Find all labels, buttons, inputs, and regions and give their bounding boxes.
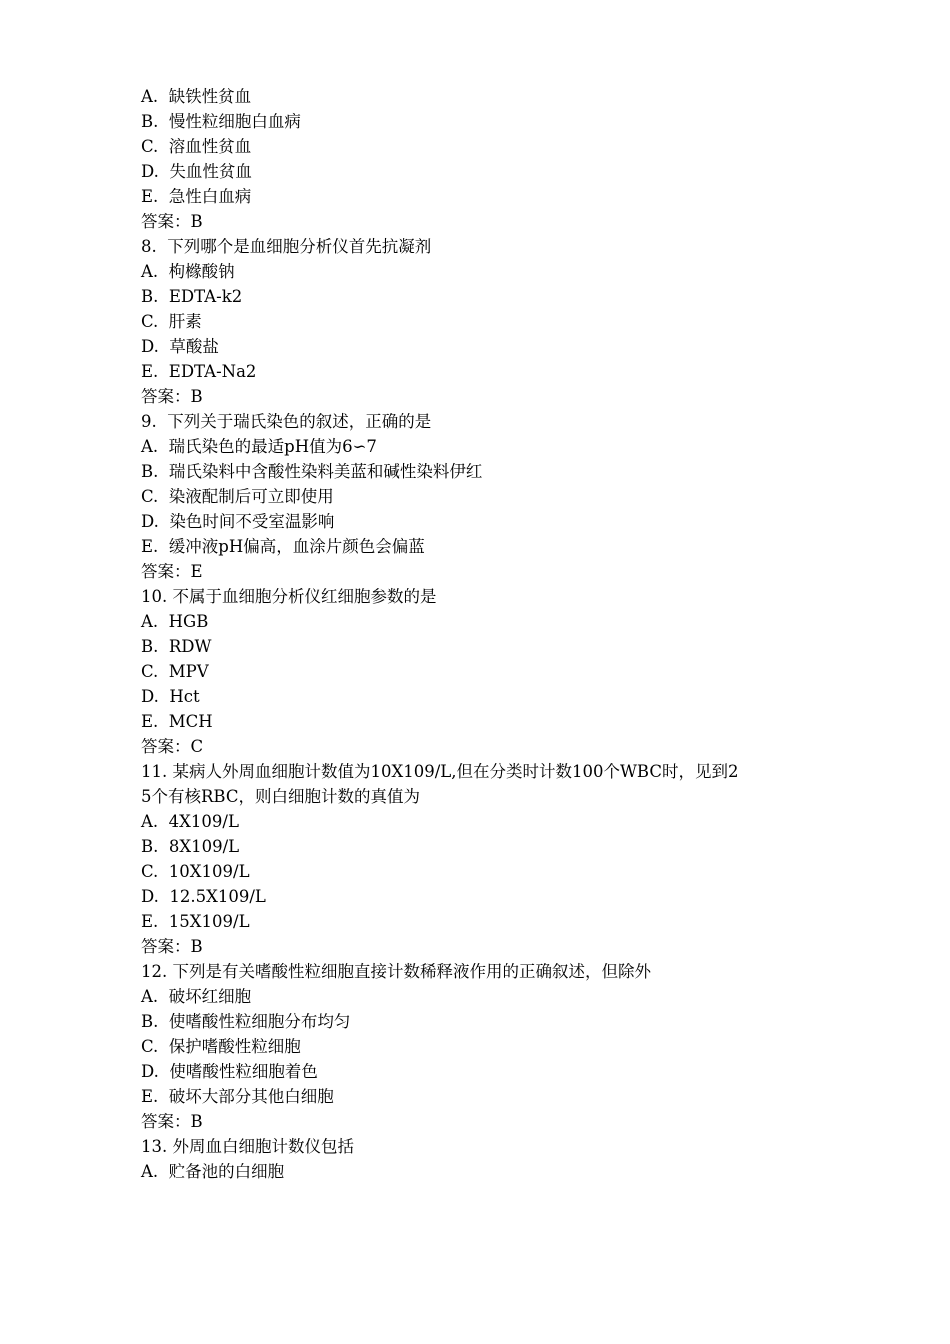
answer-line: 答案：B	[141, 387, 203, 406]
option-line: E. 15X109/L	[141, 912, 250, 931]
answer-line: 答案：B	[141, 937, 203, 956]
document-body	[141, 84, 831, 1184]
option-line: A. 缺铁性贫血	[141, 87, 252, 106]
option-line: A. 破坏红细胞	[141, 987, 252, 1006]
option-line: A. HGB	[141, 612, 209, 631]
option-line: A. 瑞氏染色的最适pH值为6∽7	[141, 437, 377, 456]
question-10: 10. 不属于血细胞分析仪红细胞参数的是	[141, 587, 437, 606]
option-line: C. 染液配制后可立即使用	[141, 487, 334, 506]
answer-line: 答案：B	[141, 212, 203, 231]
question-9: 9. 下列关于瑞氏染色的叙述，正确的是	[141, 412, 432, 431]
option-line: E. EDTA-Na2	[141, 362, 257, 381]
option-line: A. 贮备池的白细胞	[141, 1162, 285, 1181]
option-line: B. 慢性粒细胞白血病	[141, 112, 301, 131]
answer-line: 答案：E	[141, 562, 203, 581]
question-12: 12. 下列是有关嗜酸性粒细胞直接计数稀释液作用的正确叙述，但除外	[141, 962, 651, 981]
option-line: C. 10X109/L	[141, 862, 250, 881]
option-line: E. 破坏大部分其他白细胞	[141, 1087, 334, 1106]
answer-line: 答案：B	[141, 1112, 203, 1131]
option-line: C. 肝素	[141, 312, 202, 331]
option-line: E. 缓冲液pH偏高，血涂片颜色会偏蓝	[141, 537, 425, 556]
option-line: C. MPV	[141, 662, 209, 681]
question-13: 13. 外周血白细胞计数仪包括	[141, 1137, 354, 1156]
option-line: E. MCH	[141, 712, 213, 731]
option-line: B. 瑞氏染料中含酸性染料美蓝和碱性染料伊红	[141, 462, 483, 481]
option-line: D. 12.5X109/L	[141, 887, 266, 906]
option-line: D. 失血性贫血	[141, 162, 252, 181]
option-line: D. 草酸盐	[141, 337, 219, 356]
option-line: A. 4X109/L	[141, 812, 239, 831]
option-line: E. 急性白血病	[141, 187, 252, 206]
option-line: B. EDTA-k2	[141, 287, 243, 306]
option-line: B. 使嗜酸性粒细胞分布均匀	[141, 1012, 351, 1031]
option-line: C. 保护嗜酸性粒细胞	[141, 1037, 301, 1056]
option-line: B. 8X109/L	[141, 837, 240, 856]
question-11-line-1: 11. 某病人外周血细胞计数值为10X109/L,但在分类时计数100个WBC时，见到2	[141, 762, 739, 781]
question-8: 8. 下列哪个是血细胞分析仪首先抗凝剂	[141, 237, 432, 256]
option-line: C. 溶血性贫血	[141, 137, 252, 156]
option-line: B. RDW	[141, 637, 212, 656]
question-11-line-2: 5个有核RBC，则白细胞计数的真值为	[141, 787, 420, 806]
option-line: D. 使嗜酸性粒细胞着色	[141, 1062, 318, 1081]
option-line: D. Hct	[141, 687, 200, 706]
option-line: A. 枸橼酸钠	[141, 262, 235, 281]
answer-line: 答案：C	[141, 737, 204, 756]
option-line: D. 染色时间不受室温影响	[141, 512, 335, 531]
